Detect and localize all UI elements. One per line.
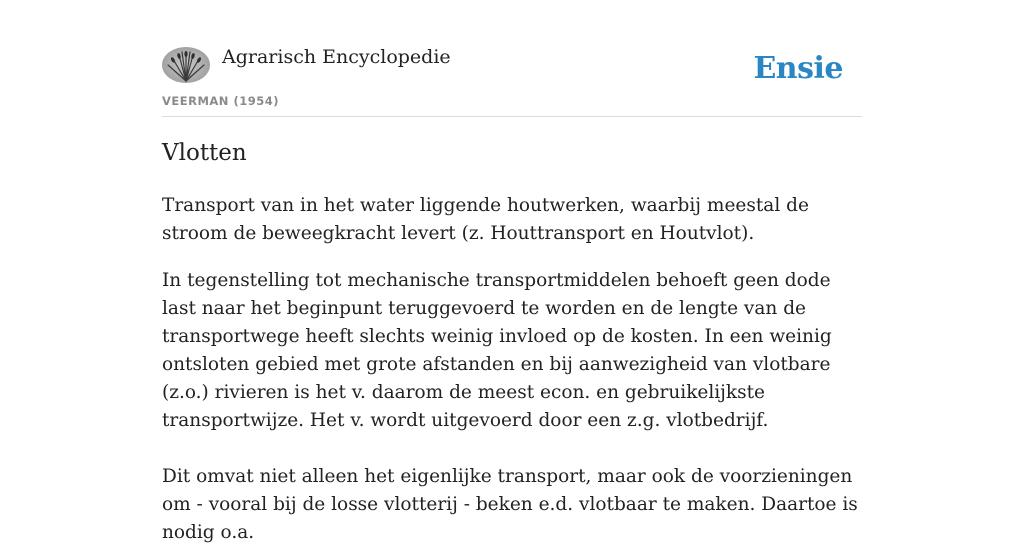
source-label: VEERMAN (1954) [162, 94, 279, 108]
article-paragraph: Transport van in het water liggende houtwerken, waarbij meestal de stroom de beweegkracht levert (z. Houttransport en Houtvlot). [162, 195, 809, 244]
ensie-brand-link[interactable]: Ensie [753, 51, 843, 86]
article-header [162, 0, 862, 117]
wheat-sheaf-logo-icon[interactable] [162, 47, 210, 83]
article-title: Vlotten [162, 140, 247, 166]
encyclopedia-title[interactable]: Agrarisch Encyclopedie [222, 46, 451, 68]
article-paragraph: In tegenstelling tot mechanische transportmiddelen behoeft geen dode last naar het beginpunt teruggevoerd te worden en de lengte van de transportwege heeft slechts weinig invloed op de kosten. In een weinig ontsloten gebied met grote afstanden en bij aanwezigheid van vlotbare (z.o.) rivieren is het v. daarom de meest econ. en gebruikelijkste transportwijze. Het v. wordt uitgevoerd door een z.g. vlotbedrijf. [162, 270, 832, 431]
article-page [162, 0, 862, 543]
article-paragraph: Dit omvat niet alleen het eigenlijke transport, maar ook de voorzieningen om - vooral bij de losse vlotterij - beken e.d. vlotbaar te maken. Daartoe is nodig o.a. [162, 466, 858, 543]
